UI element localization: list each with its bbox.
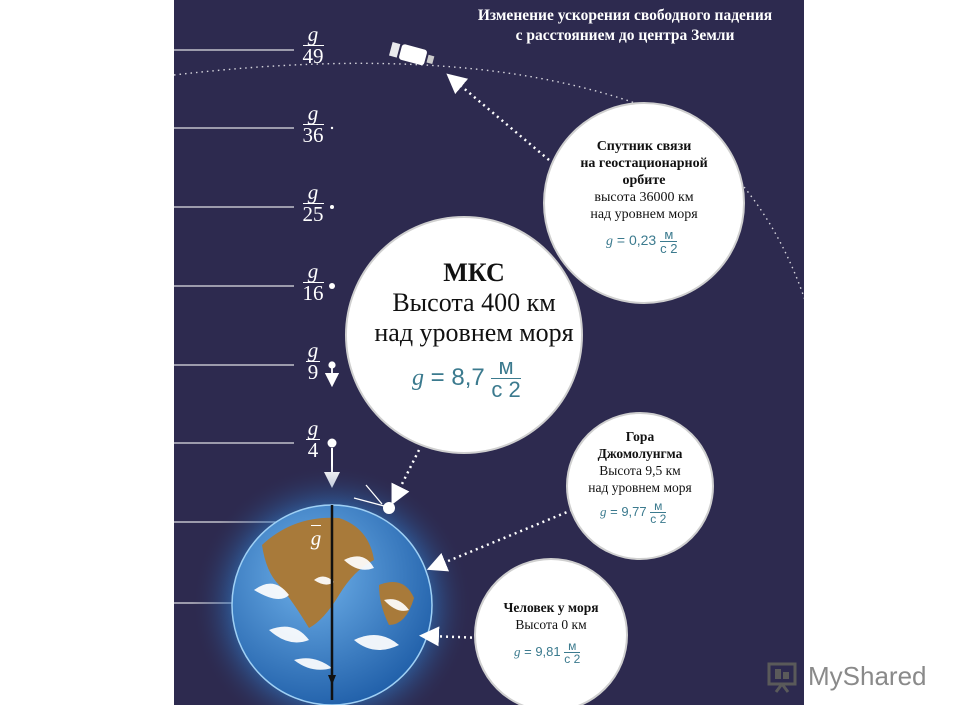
satellite-formula: g = 0,23 $\frac{м}{с 2}$: [606, 227, 678, 256]
everest-text: Гора Джомолунгма Высота 9,5 км над уровнем моря: [588, 429, 692, 495]
fraction-g9: $\frac{g}{9}$: [307, 338, 319, 384]
diagram-panel: [174, 0, 804, 705]
gravity-dots: [328, 127, 337, 448]
fraction-g: g: [310, 526, 322, 550]
fraction-g36: $\frac{g}{36}$: [302, 101, 324, 147]
fraction-g25: $\frac{g}{25}$: [302, 180, 324, 226]
sea-formula: g = 9,81 $\frac{м}{с 2}$: [514, 639, 581, 666]
presentation-icon: [766, 658, 802, 694]
fraction-g4: $\frac{g}{4}$: [307, 416, 319, 462]
fraction-g16: $\frac{g}{16}$: [302, 259, 324, 305]
iss-formula: g = 8,7 $\frac{м}{с 2}$: [412, 354, 521, 402]
logo-text: MyShared: [808, 660, 927, 691]
myshared-logo: [766, 654, 927, 698]
everest-formula: g = 9,77 $\frac{м}{с 2}$: [600, 499, 667, 526]
iss-text: МКС Высота 400 км над уровнем моря: [374, 258, 574, 347]
sea-text: Человек у моря Высота 0 км: [503, 600, 599, 632]
satellite-text: Спутник связи на геостационарной орбите высота 36000 км над уровнем моря: [580, 139, 708, 222]
satellite-icon: [389, 41, 436, 68]
diagram-title: Изменение ускорения свободного падения с расстоянием до центра Земли: [477, 7, 773, 44]
fraction-g49: $\frac{g}{49}$: [302, 22, 324, 68]
